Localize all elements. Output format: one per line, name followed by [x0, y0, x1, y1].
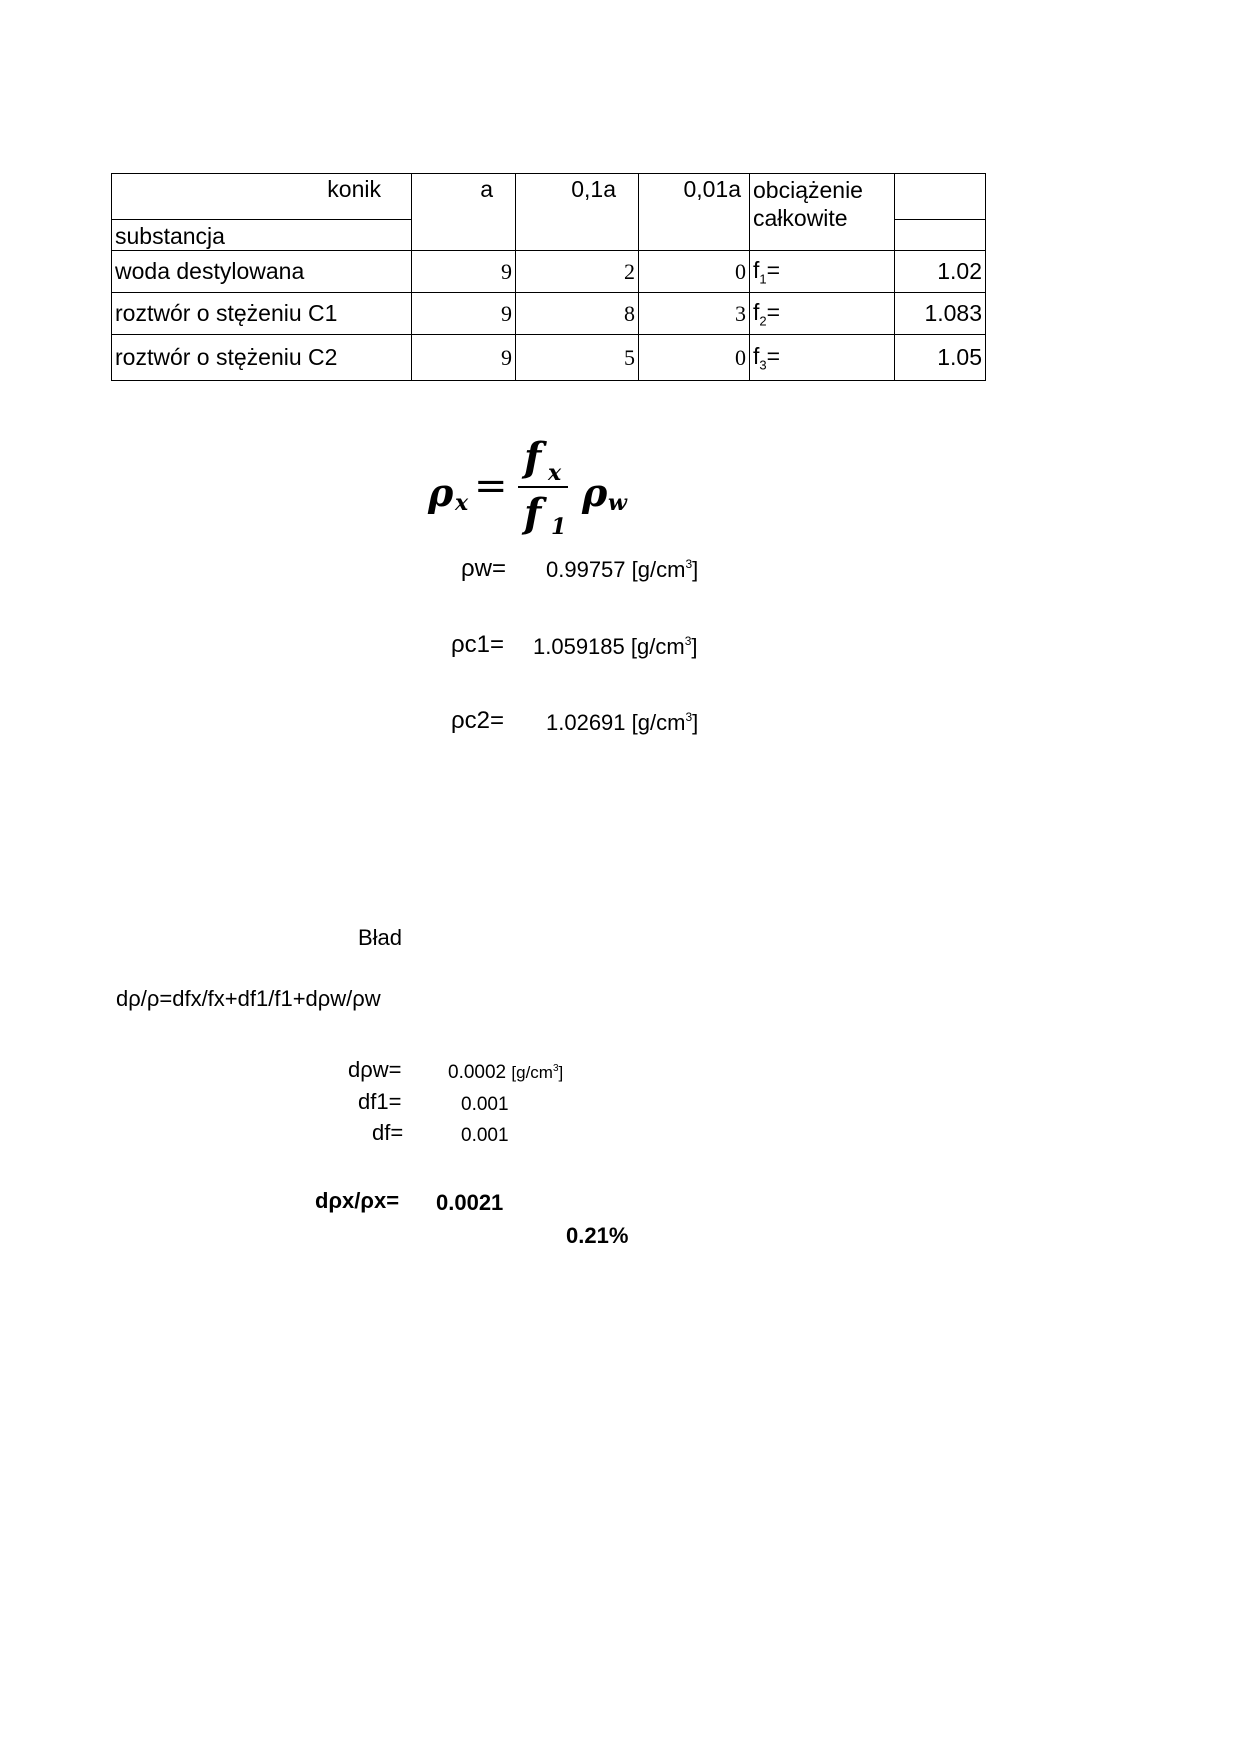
row-0-1a: 5	[516, 335, 639, 381]
row-0-01a: 0	[639, 335, 750, 381]
formula-den-sub: 1	[551, 514, 567, 540]
formula-den-f: f	[524, 490, 542, 537]
density-label-w: ρw=	[461, 555, 506, 582]
formula-sub-w: w	[608, 490, 627, 516]
error-formula: dρ/ρ=dfx/fx+df1/f1+dρw/ρw	[116, 986, 381, 1011]
row-f-label: $f_3=$	[750, 335, 895, 381]
header-0-1a: 0,1a	[516, 174, 639, 251]
formula-sub-x: x	[455, 490, 469, 516]
density-value-c2: 1.02691 $[g/cm^3]$	[546, 710, 699, 735]
formula-equals: =	[474, 463, 508, 509]
row-f-value: 1.02	[895, 251, 986, 293]
row-0-01a: 0	[639, 251, 750, 293]
density-value-c1: 1.059185 $[g/cm^3]$	[533, 634, 698, 659]
error-value-df: 0.001	[461, 1125, 509, 1146]
density-value-w: 0.99757 $[g/cm^3]$	[546, 557, 699, 582]
row-0-1a: 8	[516, 293, 639, 335]
formula-num-sub: x	[548, 460, 562, 486]
density-label-c2: ρc2=	[451, 707, 505, 734]
density-label-c1: ρc1=	[451, 631, 505, 658]
formula-fraction-bar	[518, 486, 568, 488]
error-label-df1: df1=	[358, 1089, 402, 1114]
error-title: Bład	[358, 925, 403, 950]
row-f-value: 1.083	[895, 293, 986, 335]
row-0-1a: 2	[516, 251, 639, 293]
error-value-df1: 0.001	[461, 1094, 509, 1115]
error-result-percent: 0.21%	[566, 1223, 629, 1248]
header-empty-cell-2	[895, 220, 986, 251]
row-f-value: 1.05	[895, 335, 986, 381]
measurement-table	[111, 173, 986, 381]
formula-rho-x: ρ	[428, 470, 454, 515]
row-f-label: $f_1=$	[750, 251, 895, 293]
row-a: 9	[412, 335, 516, 381]
row-a: 9	[412, 251, 516, 293]
row-name: roztwór o stężeniu C2	[112, 335, 412, 381]
formula-rho-w: ρ	[582, 470, 608, 515]
header-empty-cell	[895, 174, 986, 220]
header-konik: konik	[112, 174, 412, 220]
error-value-drhow: 0.0002 $[g/cm^3]$	[448, 1062, 564, 1083]
row-name: woda destylowana	[112, 251, 412, 293]
header-substancja: substancja	[112, 220, 412, 251]
row-f-label: $f_2=$	[750, 293, 895, 335]
header-0-01a: 0,01a	[639, 174, 750, 251]
header-a: a	[412, 174, 516, 251]
error-result-value: 0.0021	[436, 1190, 504, 1215]
row-a: 9	[412, 293, 516, 335]
row-name: roztwór o stężeniu C1	[112, 293, 412, 335]
error-label-drhow: dρw=	[348, 1057, 402, 1082]
error-result-label: dρx/ρx=	[315, 1188, 400, 1213]
error-label-df: df=	[372, 1120, 404, 1145]
formula-num-f: f	[524, 434, 542, 481]
row-0-01a: 3	[639, 293, 750, 335]
header-obciazenie: obciążenie całkowite	[750, 174, 895, 251]
